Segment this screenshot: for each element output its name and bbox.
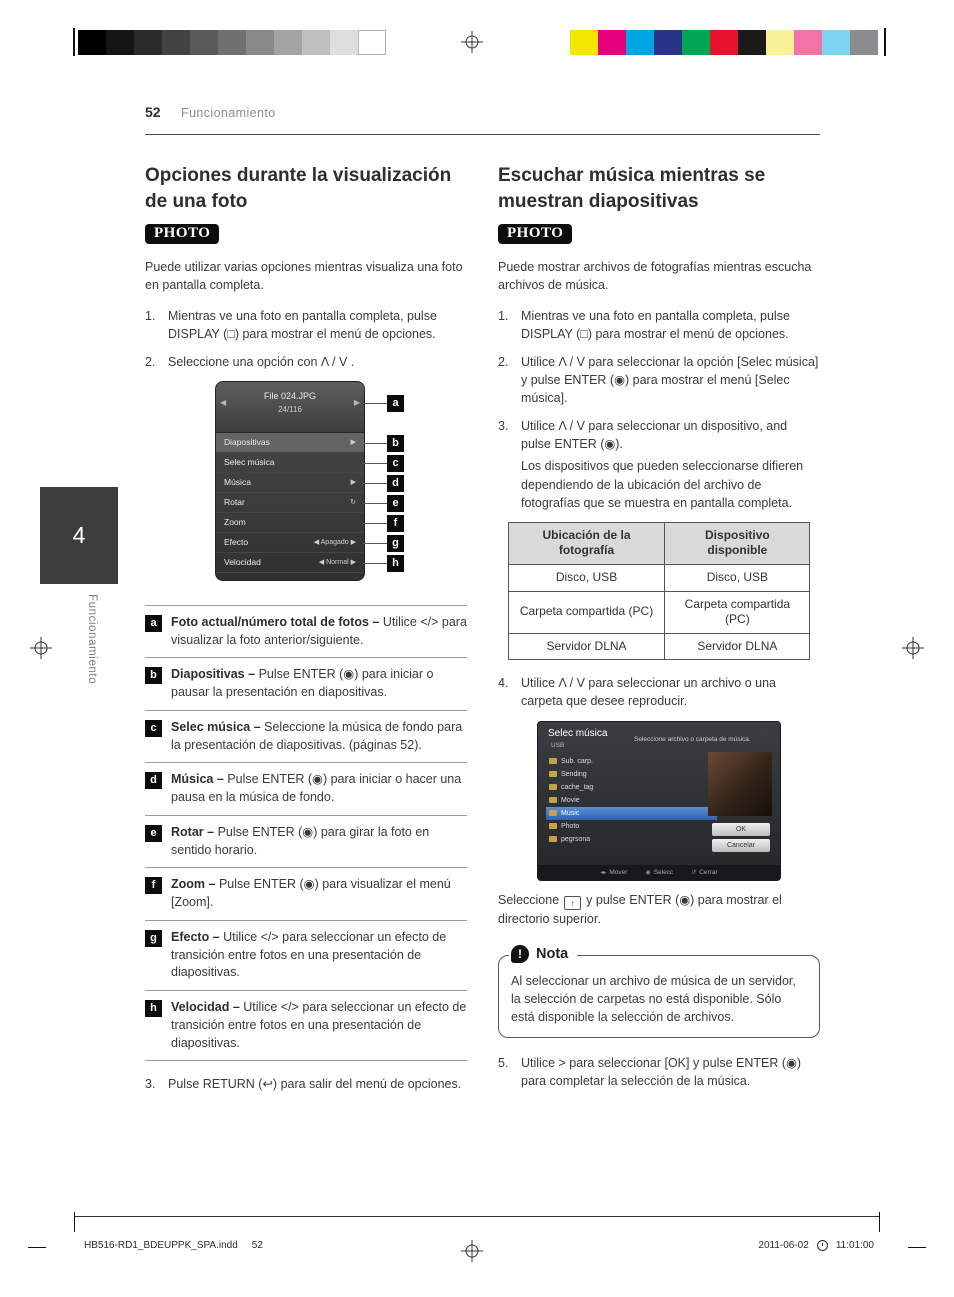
callout-line [363,563,387,564]
color-swatch [626,30,654,55]
table-cell: Servidor DLNA [665,633,810,660]
menu-row [216,433,364,453]
folder-name: Photo [561,822,580,830]
step-text: Utilice > para seleccionar [OK] y pulse ENTER (◉) para completar la selección de la música. [521,1055,802,1089]
chapter-number: 4 [72,522,86,548]
callout-badge: a [387,395,404,412]
left-column [145,163,467,1104]
callout-badge: d [387,475,404,492]
folder-icon [549,823,557,829]
registration-mark-icon [30,637,52,659]
callout-badge: e [387,495,404,512]
crop-tick [74,1212,75,1232]
table-row [508,564,810,591]
device-label: USB [551,741,565,749]
panel-title: Selec música [548,727,608,739]
gray-swatch [358,30,386,55]
callout-badge: h [387,555,404,572]
step-number: 4. [498,676,509,691]
item-text: Pulse ENTER (◉) para girar la foto en sentido horario. [171,824,430,857]
list-item [145,657,467,710]
callout-badge: b [145,667,162,684]
callout-badge: h [145,1000,162,1017]
item-label: Rotar – [171,824,215,839]
folder-item [546,794,698,807]
color-swatch [682,30,710,55]
step-number: 1. [498,308,509,323]
step-subtext: Los dispositivos que pueden seleccionarse difieren dependiendo de la ubicación del archivo de fotografías que se muestra en pantalla completa. [521,459,804,510]
folder-item [546,755,698,768]
item-label: Velocidad – [171,1000,240,1015]
footer-rule [75,1216,880,1217]
step-text: Utilice Λ / V para seleccionar la opción [Selec música] y pulse ENTER (◉) para mostrar el menú [Selec música]. [521,354,819,406]
color-swatch [738,30,766,55]
callout-badge: f [387,515,404,532]
callout-badge: c [387,455,404,472]
right-column [498,163,820,1100]
color-swatch [570,30,598,55]
gray-swatch [106,30,134,55]
step-number: 3. [498,419,509,434]
menu-row-label: Rotar [224,497,245,508]
menu-row-value: ◀ Apagado ▶ [313,539,356,547]
menu-row-label: Efecto [224,537,249,548]
step-text: Pulse RETURN (↩) para salir del menú de opciones. [168,1077,462,1092]
folder-item [546,833,698,846]
callout-line [363,443,387,444]
callout-badge: b [387,435,404,452]
menu-row-label: Selec música [224,457,275,468]
menu-row-label: Velocidad [224,557,261,568]
gray-swatch [78,30,106,55]
photo-menu-figure [145,381,467,591]
list-item [145,762,467,815]
photo-options-list [145,605,467,1062]
menu-row-label: Diapositivas [224,437,270,448]
step-number: 2. [498,354,509,369]
folder-icon [549,797,557,803]
item-text: Pulse ENTER (◉) para visualizar el menú [Zoom]. [171,877,451,910]
menu-row [216,473,364,493]
folder-icon [549,771,557,777]
note-box [498,945,820,1038]
folder-item [546,781,698,794]
item-label: Selec música – [171,719,261,734]
step [498,307,820,343]
step-text: Utilice Λ / V para seleccionar un dispositivo, and pulse ENTER (◉). [521,419,788,452]
item-label: Efecto – [171,929,220,944]
photo-counter: 24/116 [278,404,302,414]
menu-row-label: Música [224,477,251,488]
step [498,417,820,453]
step [498,353,820,407]
folder-item [546,820,698,833]
photo-media-badge: PHOTO [498,224,572,244]
callout-line [363,483,387,484]
callout-badge: g [387,535,404,552]
step-number: 3. [145,1077,156,1092]
step-number: 1. [145,308,156,323]
callout-badge: f [145,877,162,894]
list-item [145,605,467,658]
footer-label: Selecc [653,868,674,876]
crop-tick [908,1247,926,1248]
photo-thumbnail [708,752,772,816]
list-item [145,990,467,1060]
item-text: Utilice </> para seleccionar un efecto de transición entre fotos en una presentación de diapositivas. [171,1000,467,1050]
list-item [145,867,467,920]
panel-footer-bar [538,865,780,880]
menu-row-label: Zoom [224,517,246,528]
callout-line [363,543,387,544]
arrow-left-icon: ◀ [220,397,227,407]
select-icon: ◉ [645,869,651,876]
note-title-text: Nota [536,945,569,962]
section-title: Funcionamiento [181,106,276,120]
callout-badge: a [145,615,162,632]
table-cell: Disco, USB [508,564,665,591]
step [498,1054,820,1090]
item-label: Zoom – [171,877,216,892]
menu-row [216,493,364,513]
step-text: Mientras ve una foto en pantalla completa, pulse DISPLAY (□) para mostrar el menú de opciones. [521,308,790,341]
section-heading: Opciones durante la visualización de una foto [145,165,452,212]
step-number: 2. [145,354,156,369]
gray-swatch [134,30,162,55]
chapter-side-label: Funcionamiento [86,594,98,685]
step-number: 5. [498,1055,509,1070]
crop-tick [73,28,75,56]
step-text: Mientras ve una foto en pantalla completa, pulse DISPLAY (□) para mostrar el menú de opciones. [168,308,437,341]
intro-paragraph: Puede utilizar varias opciones mientras visualiza una foto en pantalla completa. [145,260,463,293]
color-swatch [850,30,878,55]
step [145,353,467,371]
arrow-right-icon: ▶ [353,397,360,407]
footer-label: Cerrar [699,868,718,876]
callout-line [363,503,387,504]
photo-menu-header [216,382,364,433]
item-text: Utilice </> para visualizar la foto anterior/siguiente. [171,614,467,647]
menu-row [216,553,364,573]
directory-hint [498,891,820,929]
callout-line [363,523,387,524]
section-heading: Escuchar música mientras se muestran diapositivas [498,165,766,212]
color-swatch [654,30,682,55]
callout-badge: g [145,930,162,947]
clock-icon [817,1240,828,1251]
menu-row-value: ◀ Normal ▶ [318,559,356,567]
grayscale-calibration-bar [78,30,386,55]
folder-item-selected [546,807,717,820]
color-calibration-bar [570,30,878,55]
menu-row [216,533,364,553]
table-header-cell: Dispositivo disponible [665,522,810,564]
gray-swatch [218,30,246,55]
color-swatch [710,30,738,55]
ok-button: OK [712,823,770,836]
callout-badge: d [145,772,162,789]
folder-list [546,755,698,846]
menu-row-value: ▶ [350,479,356,487]
document-filename: HB516-RD1_BDEUPPK_SPA.indd [84,1240,238,1251]
folder-name: Sub. carp. [561,757,593,765]
folder-name: pegrsona [561,835,591,843]
step [145,1075,467,1093]
item-text: Pulse ENTER (◉) para iniciar o hacer una pausa en la música de fondo. [171,772,462,805]
callout-line [363,463,387,464]
table-row [508,633,810,660]
photo-options-menu-screenshot [215,381,365,581]
file-name: File 024.JPG [263,390,317,401]
table-header-row [508,522,810,564]
list-item [145,710,467,763]
folder-up-icon [564,896,581,910]
hint-text: Seleccione [498,892,560,907]
color-swatch [822,30,850,55]
color-swatch [766,30,794,55]
table-header-cell: Ubicación de la fotografía [508,522,665,564]
step [145,307,467,343]
folder-name: cache_tag [561,783,594,791]
footer-timestamp [758,1240,874,1251]
gray-swatch [330,30,358,55]
crop-tick [28,1247,46,1248]
footer-label: Mover [609,868,628,876]
color-swatch [794,30,822,55]
registration-mark-icon [461,1240,483,1262]
item-label: Música – [171,772,224,787]
chapter-tab [40,487,118,584]
item-text: Pulse ENTER (◉) para iniciar o pausar la presentación en diapositivas. [171,667,434,700]
gray-swatch [302,30,330,55]
callout-line [363,403,387,404]
menu-row [216,513,364,533]
folder-name: Music [561,809,580,817]
footer-filename [84,1240,263,1251]
menu-row-value: ▶ [350,439,356,447]
panel-instruction: Seleccione archivo o carpeta de música. [634,735,751,743]
item-label: Diapositivas – [171,667,256,682]
folder-icon [549,784,557,790]
table-cell: Servidor DLNA [508,633,665,660]
gray-swatch [246,30,274,55]
cancel-button: Cancelar [712,839,770,852]
menu-row [216,453,364,473]
photo-media-badge: PHOTO [145,224,219,244]
footer-page-number: 52 [251,1240,263,1251]
table-cell: Disco, USB [665,564,810,591]
gray-swatch [190,30,218,55]
folder-name: Sending [561,770,587,778]
note-title [509,945,577,963]
gray-swatch [274,30,302,55]
exclamation-icon: ! [511,945,529,963]
callout-badge: e [145,825,162,842]
page-header [145,104,820,135]
print-date: 2011-06-02 [758,1240,809,1251]
registration-mark-icon [461,31,483,53]
step [498,674,820,710]
callout-badge: c [145,720,162,737]
item-label: Foto actual/número total de fotos – [171,614,380,629]
page-number: 52 [145,104,161,120]
step-text: Utilice Λ / V para seleccionar un archivo o una carpeta que desee reproducir. [521,676,777,709]
color-swatch [598,30,626,55]
gray-swatch [162,30,190,55]
folder-icon [549,836,557,842]
list-item [145,920,467,990]
folder-item [546,768,698,781]
music-select-screenshot [537,721,781,881]
folder-icon [549,810,557,816]
crop-tick [884,28,886,56]
item-text: Utilice </> para seleccionar un efecto de transición entre fotos en una presentación de diapositivas. [171,929,447,980]
table-cell: Carpeta compartida (PC) [508,591,665,633]
close-icon: ↺ [691,869,697,876]
table-row [508,591,810,633]
intro-paragraph: Puede mostrar archivos de fotografías mientras escucha archivos de música. [498,260,812,293]
item-text: Seleccione la música de fondo para la presentación de diapositivas. (páginas 52). [171,719,463,752]
folder-icon [549,758,557,764]
hint-text: y pulse ENTER (◉) para mostrar el directorio superior. [498,892,782,927]
crop-tick [879,1212,880,1232]
print-time: 11:01:00 [835,1240,874,1251]
folder-name: Movie [561,796,580,804]
note-text: Al seleccionar un archivo de música de un servidor, la selección de carpetas no está disponible. Sólo está disponible la selección de archivos. [511,973,796,1024]
step-text: Seleccione una opción con Λ / V . [168,354,355,369]
device-table [508,522,811,661]
list-item [145,815,467,868]
menu-row-value: ↻ [350,499,356,507]
table-cell: Carpeta compartida (PC) [665,591,810,633]
move-icon: ◂▸ [600,869,607,876]
registration-mark-icon [902,637,924,659]
